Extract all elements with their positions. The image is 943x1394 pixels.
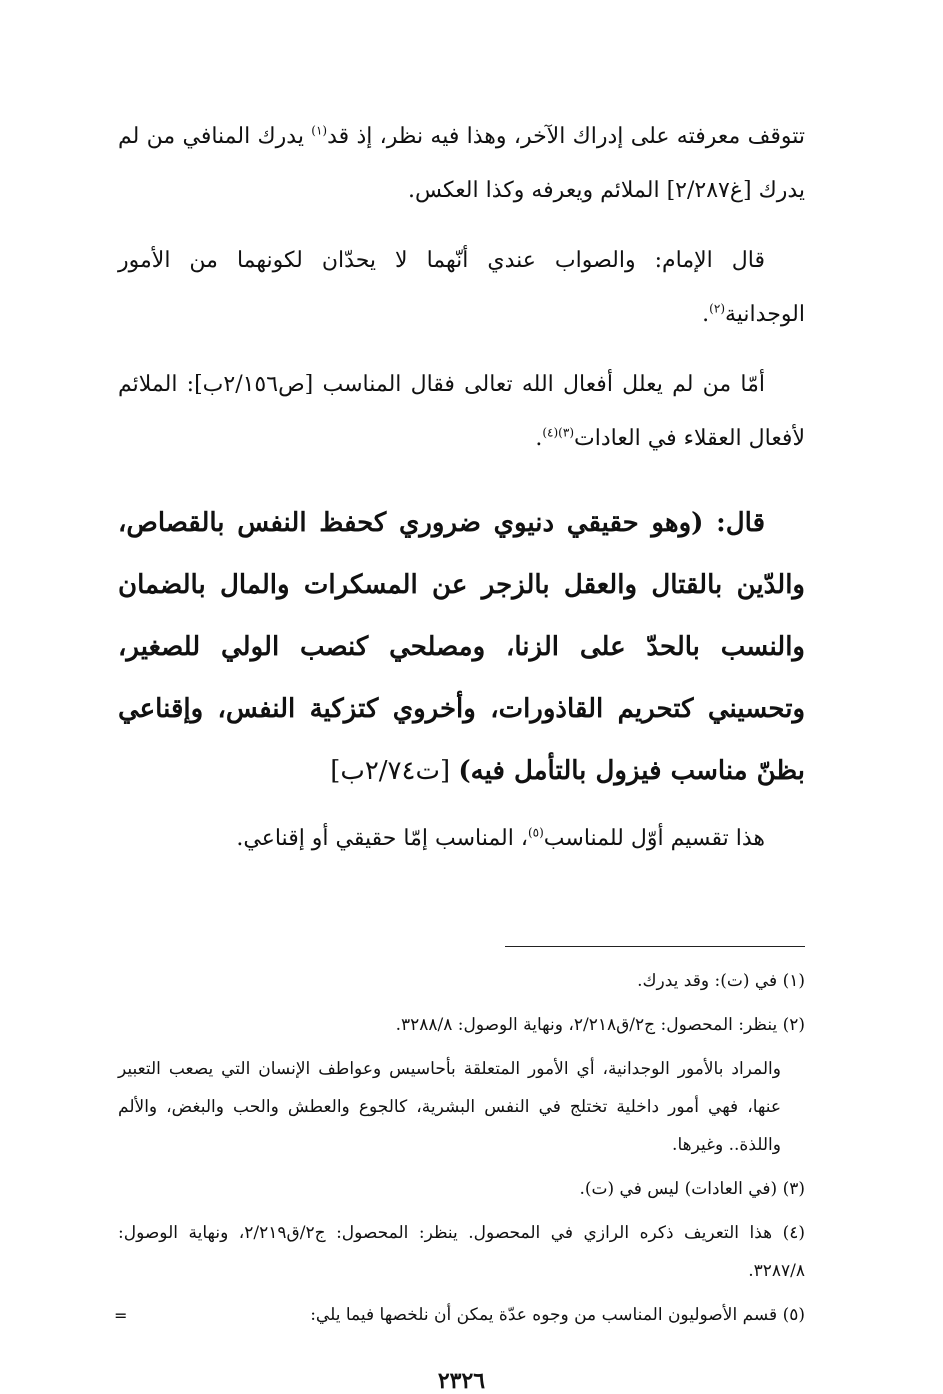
page-number: ٢٣٢٦: [437, 1368, 486, 1394]
paragraph-4-rest: ، المناسب إمّا حقيقي أو إقناعي.: [236, 826, 528, 851]
paragraph-3: [118, 358, 805, 466]
paragraph-2-text: قال الإمام: والصواب عندي أنّهما لا يحدّان لكونهما من الأمور الوجدانية: [118, 248, 805, 327]
quoted-rule-paragraph: [118, 492, 805, 802]
footnote-marker-3-4: (٣)(٤): [542, 425, 575, 440]
paragraph-1-text: تتوقف معرفته على إدراك الآخر، وهذا فيه نظر، إذ قد: [327, 124, 805, 149]
quoted-rule-text: قال: (وهو حقيقي دنيوي ضروري كحفظ النفس بالقصاص، والدّين بالقتال والعقل بالزجر عن المسكرات والمال بالضمان والنسب بالحدّ على الزنا، ومصلحي كنصب الولي للصغير، وتحسيني كتحريم القاذورات، وأخروي كتزكية النفس، وإقناعي بظنّ مناسب فيزول بالتأمل فيه): [118, 508, 805, 786]
footnote-divider: [505, 946, 805, 947]
footnote-4: (٤) هذا التعريف ذكره الرازي في المحصول. ينظر: المحصول: ج٢/ق٢/٢١٩، ونهاية الوصول: ٣٢٨٧/٨.: [118, 1223, 805, 1281]
paragraph-1-rest: يدرك المنافي من لم يدرك [غ٢/٢٨٧] الملائم ويعرفه وكذا العكس.: [118, 124, 805, 203]
paragraph-4: [118, 812, 805, 866]
footnotes: [118, 962, 805, 1340]
manuscript-reference: [ت٢/٧٤ب]: [330, 756, 459, 786]
footnote-1: (١) في (ت): وقد يدرك.: [637, 971, 805, 991]
paragraph-1: [118, 110, 805, 218]
footnote-marker-2: (٢): [709, 301, 725, 316]
footnote-2-continuation: والمراد بالأمور الوجدانية، أي الأمور المتعلقة بأحاسيس وعواطف الإنسان التي يصعب التعبير عنها، فهي أمور داخلية تختلج في النفس البشرية، كالجوع والعطش والحب والبغض، والألم واللذة.. وغيرها.: [118, 1059, 781, 1155]
paragraph-2: [118, 234, 805, 342]
footnote-2: (٢) ينظر: المحصول: ج٢/ق٢/٢١٨، ونهاية الوصول: ٣٢٨٨/٨.: [395, 1015, 805, 1035]
paragraph-3-end: .: [535, 426, 543, 451]
paragraph-3-text: أمّا من لم يعلل أفعال الله تعالى فقال المناسب [ص٢/١٥٦ب]: الملائم لأفعال العقلاء في العادات: [118, 372, 805, 451]
footnote-5: (٥) قسم الأصوليون المناسب من وجوه عدّة يمكن أن نلخصها فيما يلي:: [310, 1305, 805, 1325]
footnote-marker-1: (١): [311, 123, 328, 138]
paragraph-4-text: هذا تقسيم أوّل للمناسب: [543, 826, 765, 851]
footnote-3: (٣) (في العادات) ليس في (ت).: [579, 1179, 805, 1199]
footnote-marker-5: (٥): [527, 825, 544, 840]
page-content: [114, 110, 805, 1394]
paragraph-2-end: .: [702, 302, 710, 327]
continuation-mark: =: [114, 1306, 128, 1325]
